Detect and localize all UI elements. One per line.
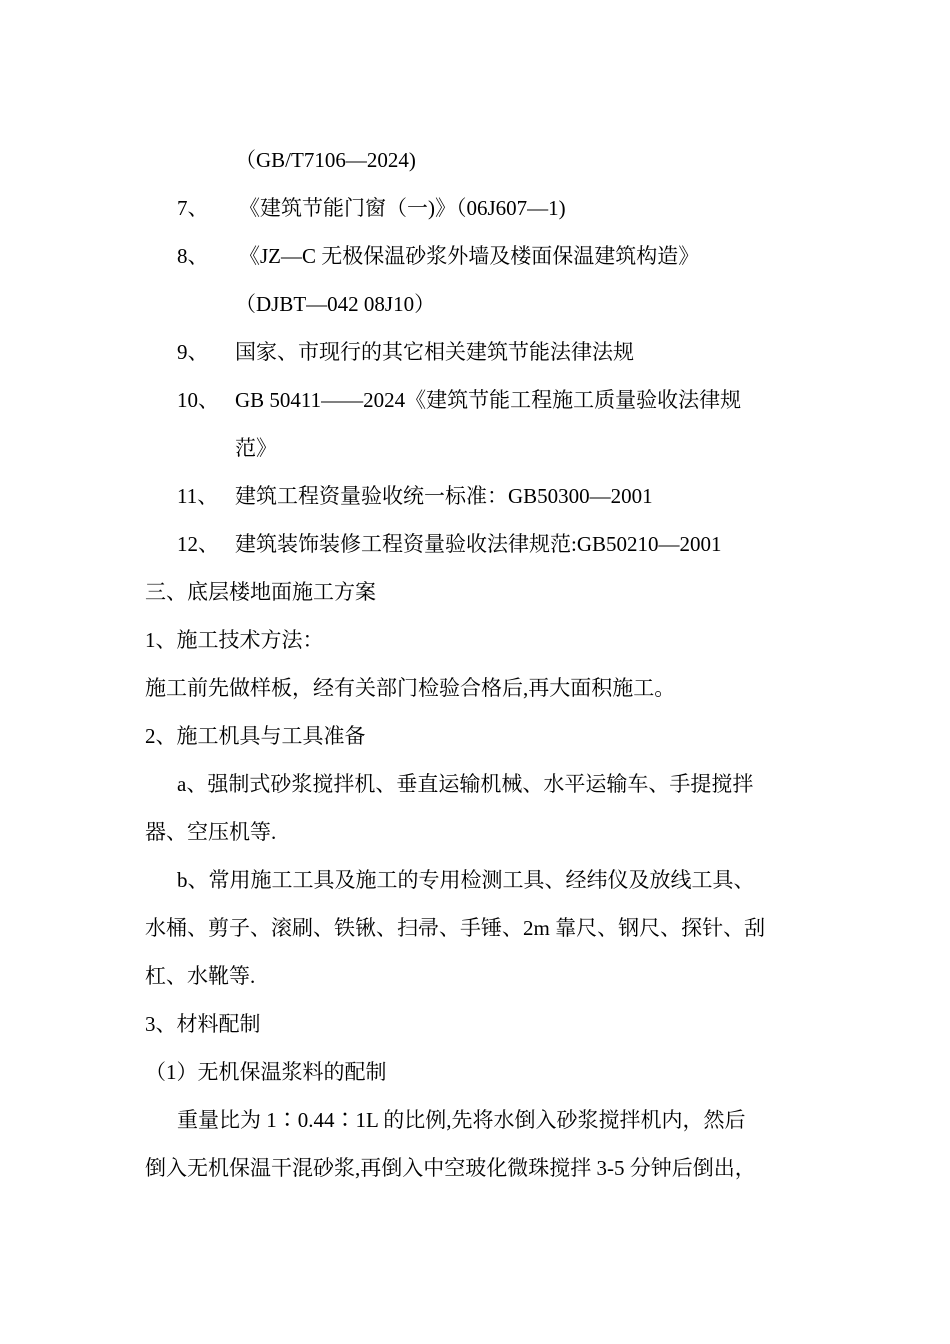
subsection-1-paragraph: 施工前先做样板，经有关部门检验合格后,再大面积施工。 [145,676,676,700]
list-item-12: 建筑装饰装修工程资量验收法律规范:GB50210—2001 [235,532,722,556]
subsection-3-1-heading: （1）无机保温浆料的配制 [145,1060,387,1084]
list-item-10: GB 50411——2024《建筑节能工程施工质量验收法律规 [235,388,742,412]
subsection-1-heading: 1、施工技术方法： [145,628,324,652]
list-item-6-continuation: （GB/T7106—2024) [235,148,416,172]
list-item-8-continuation: （DJBT—042 08J10） [235,292,436,316]
list-number-8: 8、 [177,244,209,268]
subsection-2-heading: 2、施工机具与工具准备 [145,724,366,748]
list-item-9: 国家、市现行的其它相关建筑节能法律法规 [235,340,634,364]
list-number-10: 10、 [177,388,219,412]
subsection-3-heading: 3、材料配制 [145,1012,261,1036]
list-number-11: 11、 [177,484,219,508]
list-item-11: 建筑工程资量验收统一标准：GB50300—2001 [235,484,653,508]
paragraph-3-1-line-2: 倒入无机保温干混砂浆,再倒入中空玻化微珠搅拌 3-5 分钟后倒出， [145,1156,756,1180]
list-item-8: 《JZ—C 无极保温砂浆外墙及楼面保温建筑构造》 [239,244,700,268]
paragraph-b-line-3: 杠、水靴等. [145,964,256,988]
list-number-7: 7、 [177,196,209,220]
list-item-7: 《建筑节能门窗（一)》（06J607—1) [239,196,566,220]
paragraph-a-line-1: a、强制式砂浆搅拌机、垂直运输机械、水平运输车、手提搅拌 [177,772,754,796]
list-number-9: 9、 [177,340,209,364]
paragraph-3-1-line-1: 重量比为 1∶0.44∶1L 的比例,先将水倒入砂浆搅拌机内，然后 [177,1108,746,1132]
paragraph-b-line-1: b、常用施工工具及施工的专用检测工具、经纬仪及放线工具、 [177,868,755,892]
list-item-10-continuation: 范》 [235,436,277,460]
list-number-12: 12、 [177,532,219,556]
paragraph-a-line-2: 器、空压机等. [145,820,277,844]
section-heading: 三、底层楼地面施工方案 [145,580,376,604]
paragraph-b-line-2: 水桶、剪子、滚刷、铁锹、扫帚、手锤、2m 靠尺、钢尺、探针、刮 [145,916,766,940]
